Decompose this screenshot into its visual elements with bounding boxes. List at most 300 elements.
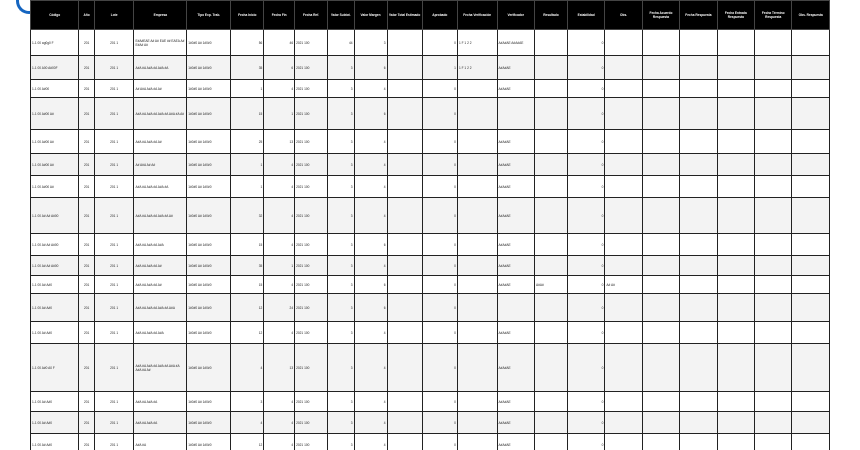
table-cell: 4	[264, 176, 295, 198]
table-cell: 1#0#0 A# 1#0#0	[187, 276, 231, 294]
table-cell: 3	[328, 130, 354, 154]
table-cell: 4	[354, 434, 387, 450]
table-cell	[717, 98, 754, 130]
table-cell: A#A#AE	[497, 56, 534, 80]
table-cell	[717, 322, 754, 344]
table-cell: 6	[354, 294, 387, 322]
table-cell	[642, 130, 679, 154]
table-cell: 0	[567, 176, 604, 198]
table-cell: 1-1 00 A#00 A#	[31, 98, 79, 130]
table-cell: 1	[231, 176, 264, 198]
table-cell: A#A #A A#A #A	[134, 392, 187, 412]
table-cell	[642, 30, 679, 56]
table-cell	[605, 392, 642, 412]
table-cell: 0	[422, 80, 457, 98]
table-cell: 2021 100	[295, 198, 328, 234]
table-cell	[680, 154, 717, 176]
table-cell	[755, 198, 792, 234]
table-cell	[534, 154, 567, 176]
table-cell	[387, 256, 422, 276]
table-cell: 201	[79, 234, 94, 256]
table-cell: 201	[79, 294, 94, 322]
table-cell: 1 F 1 2 2	[457, 56, 497, 80]
table-cell	[680, 56, 717, 80]
table-cell: 1-1 00 A#00 A#	[31, 154, 79, 176]
table-cell: 1	[231, 80, 264, 98]
column-header: Estabilidad	[567, 1, 604, 30]
table-cell: A#A #A A#A #A	[134, 412, 187, 434]
records-table	[30, 0, 830, 450]
table-cell	[534, 434, 567, 450]
table-cell: 1#0#0 A# 1#0#0	[187, 80, 231, 98]
table-cell: 0	[567, 344, 604, 392]
table-cell: 201 1	[94, 176, 134, 198]
table-cell	[534, 256, 567, 276]
table-cell	[387, 154, 422, 176]
table-cell: 1 F 1 2 2	[457, 30, 497, 56]
table-cell: 2021 100	[295, 276, 328, 294]
table-cell: A#A #A A#A #A A#A #A A#A	[134, 294, 187, 322]
table-cell: 2021 100	[295, 154, 328, 176]
table-cell: 0	[422, 154, 457, 176]
table-cell	[387, 130, 422, 154]
column-header: Fecha Inicio	[231, 1, 264, 30]
table-cell: A#A#AE	[497, 322, 534, 344]
table-cell: 1	[264, 98, 295, 130]
table-cell: 201	[79, 434, 94, 450]
table-cell	[387, 98, 422, 130]
table-cell	[642, 412, 679, 434]
column-header: Verificador	[497, 1, 534, 30]
table-cell	[680, 80, 717, 98]
table-cell	[642, 434, 679, 450]
table-cell: 4	[354, 392, 387, 412]
table-cell: 0	[567, 434, 604, 450]
table-cell: 2021 100	[295, 98, 328, 130]
table-cell: 4	[354, 130, 387, 154]
table-cell	[717, 392, 754, 412]
table-cell: 3	[328, 434, 354, 450]
table-cell: 0	[422, 176, 457, 198]
table-cell: 201 1	[94, 98, 134, 130]
table-cell: 4	[264, 276, 295, 294]
table-cell	[605, 344, 642, 392]
table-cell: 0	[567, 234, 604, 256]
table-cell	[717, 130, 754, 154]
table-cell	[680, 322, 717, 344]
table-cell	[792, 56, 830, 80]
table-cell	[387, 176, 422, 198]
table-cell: 201	[79, 56, 94, 80]
table-cell: 1-1 00 A# A#0	[31, 392, 79, 412]
table-cell: 201 1	[94, 276, 134, 294]
table-row	[31, 176, 830, 198]
table-cell	[457, 80, 497, 98]
table-cell: 201	[79, 322, 94, 344]
table-cell	[755, 176, 792, 198]
table-cell	[755, 412, 792, 434]
table-cell	[642, 344, 679, 392]
table-cell	[457, 392, 497, 412]
table-cell: 1-1 00 A# A# A#00	[31, 256, 79, 276]
table-cell	[534, 412, 567, 434]
table-cell	[792, 80, 830, 98]
table-cell: 201 1	[94, 198, 134, 234]
table-cell: 12	[231, 434, 264, 450]
table-cell: 1-1 00 A# A# A#00	[31, 234, 79, 256]
table-cell	[457, 276, 497, 294]
table-row	[31, 344, 830, 392]
table-cell	[680, 344, 717, 392]
table-cell: 1-1 00 A# A#0	[31, 294, 79, 322]
table-cell: 1#0#0 A# 1#0#0	[187, 344, 231, 392]
table-cell: 3	[328, 56, 354, 80]
table-cell: A#A #A A#A #A A#	[134, 256, 187, 276]
table-row	[31, 256, 830, 276]
spreadsheet-document	[30, 0, 860, 450]
table-cell: A#A#AE	[497, 256, 534, 276]
table-cell	[457, 198, 497, 234]
table-cell: 0	[422, 276, 457, 294]
table-cell: 1#0#0 A# 1#0#0	[187, 434, 231, 450]
table-cell: 2021 100	[295, 412, 328, 434]
table-cell: 1#0#0 A# 1#0#0	[187, 56, 231, 80]
table-cell: 1#0#0 A# 1#0#0	[187, 412, 231, 434]
table-cell	[717, 412, 754, 434]
table-row	[31, 276, 830, 294]
table-cell	[642, 56, 679, 80]
table-cell	[755, 56, 792, 80]
table-cell: 1-1 00 A#00 A#	[31, 176, 79, 198]
table-cell: 2021 100	[295, 176, 328, 198]
table-cell: 201	[79, 344, 94, 392]
table-cell: 0	[567, 198, 604, 234]
table-cell: 3	[328, 234, 354, 256]
column-header: Valor Total Estimado	[387, 1, 422, 30]
column-header: Fecha Acuerdo Respuesta	[642, 1, 679, 30]
table-cell: A#A#AE	[497, 276, 534, 294]
table-cell: E#A#EAE A# A# EAE ## EAEA A# E#A# A#	[134, 30, 187, 56]
table-cell: 1#0#0 A# 1#0#0	[187, 256, 231, 276]
table-cell	[755, 322, 792, 344]
table-cell: 56	[231, 30, 264, 56]
table-cell: 1#0#0 A# 1#0#0	[187, 392, 231, 412]
table-cell: 201	[79, 276, 94, 294]
table-cell	[717, 80, 754, 98]
table-cell	[792, 322, 830, 344]
table-cell: 0	[422, 234, 457, 256]
table-cell	[717, 56, 754, 80]
table-cell	[717, 154, 754, 176]
table-cell: 0	[422, 322, 457, 344]
table-cell: 1#0#0 A# 1#0#0	[187, 322, 231, 344]
table-cell: 15	[231, 276, 264, 294]
table-cell	[387, 434, 422, 450]
table-cell: 3	[328, 80, 354, 98]
column-header: Fecha Respuesta	[680, 1, 717, 30]
table-cell	[387, 294, 422, 322]
table-cell: A#A#AE	[497, 154, 534, 176]
table-cell: 4	[354, 80, 387, 98]
table-cell: 24	[264, 294, 295, 322]
table-cell: A#A #A A#A #A A#A #A	[134, 176, 187, 198]
table-cell	[605, 176, 642, 198]
table-cell: 1	[422, 56, 457, 80]
table-cell: A# A#A A# A#	[134, 154, 187, 176]
table-cell: 1-1 00 A#00	[31, 80, 79, 98]
table-cell	[680, 294, 717, 322]
table-cell: 2021 100	[295, 234, 328, 256]
table-cell: A# A#	[605, 276, 642, 294]
table-cell	[605, 256, 642, 276]
table-cell	[605, 198, 642, 234]
table-cell	[387, 276, 422, 294]
table-cell	[642, 322, 679, 344]
table-cell	[605, 130, 642, 154]
table-cell	[387, 344, 422, 392]
table-cell: 4	[264, 412, 295, 434]
table-cell: 4	[264, 434, 295, 450]
table-cell: 3	[328, 176, 354, 198]
table-cell	[792, 98, 830, 130]
table-cell: 201 1	[94, 130, 134, 154]
table-cell: 201 1	[94, 412, 134, 434]
table-cell: A#A #A A#A #A A#A #A A#A #A A#A #A A#	[134, 344, 187, 392]
table-cell: A#A#AE	[497, 412, 534, 434]
table-cell	[680, 176, 717, 198]
column-header: Código	[31, 1, 79, 30]
table-cell: 3	[328, 294, 354, 322]
table-cell	[387, 80, 422, 98]
column-header: Valor Margen	[354, 1, 387, 30]
table-cell	[642, 154, 679, 176]
table-cell	[457, 176, 497, 198]
table-cell: 6	[264, 56, 295, 80]
table-cell	[680, 412, 717, 434]
table-cell: 2021 100	[295, 392, 328, 412]
table-cell	[755, 130, 792, 154]
table-cell: 1#0#0 A# 1#0#0	[187, 234, 231, 256]
table-cell: 2021 100	[295, 56, 328, 80]
table-cell	[792, 176, 830, 198]
table-cell: 0	[567, 30, 604, 56]
table-row	[31, 412, 830, 434]
table-cell: A#A#AE	[497, 434, 534, 450]
table-cell	[457, 434, 497, 450]
table-cell: 0	[567, 98, 604, 130]
table-cell	[717, 434, 754, 450]
table-cell: 4	[264, 80, 295, 98]
table-cell: 2021 100	[295, 344, 328, 392]
table-cell: 44	[328, 30, 354, 56]
table-cell: 0	[567, 294, 604, 322]
table-cell: 2021 100	[295, 130, 328, 154]
table-cell: 201 1	[94, 154, 134, 176]
table-cell	[387, 392, 422, 412]
table-cell: 32	[231, 198, 264, 234]
table-row	[31, 322, 830, 344]
table-row	[31, 294, 830, 322]
column-header: Fecha Fin	[264, 1, 295, 30]
table-cell	[680, 276, 717, 294]
table-cell	[534, 56, 567, 80]
table-cell	[605, 30, 642, 56]
table-cell	[792, 234, 830, 256]
table-cell: 1#0#0 A# 1#0#0	[187, 198, 231, 234]
table-cell	[642, 294, 679, 322]
table-cell: 12	[231, 294, 264, 322]
table-cell: 1-1 00 A# A#0	[31, 322, 79, 344]
table-cell: A#A #A A#A #A A#A #A A#	[134, 198, 187, 234]
table-cell	[605, 322, 642, 344]
table-cell	[457, 322, 497, 344]
table-cell: 3	[328, 276, 354, 294]
table-cell	[534, 176, 567, 198]
table-cell	[387, 412, 422, 434]
table-cell: A#A#AE	[497, 198, 534, 234]
table-cell: 0	[567, 322, 604, 344]
table-cell: 1-1 00 A# A#0	[31, 276, 79, 294]
table-cell	[534, 322, 567, 344]
table-cell	[605, 80, 642, 98]
table-cell	[792, 344, 830, 392]
table-cell: 201	[79, 412, 94, 434]
table-cell: 201 1	[94, 322, 134, 344]
table-cell: 1	[231, 154, 264, 176]
table-cell	[717, 344, 754, 392]
table-cell: A#A #A A#A #A A#A #A A#A #A A#	[134, 98, 187, 130]
table-cell	[387, 198, 422, 234]
table-cell: A#A #A A#A #A A#A #A	[134, 56, 187, 80]
table-cell: 1	[264, 256, 295, 276]
table-cell	[717, 234, 754, 256]
table-cell: 0	[422, 98, 457, 130]
table-cell: A#A#AE	[497, 80, 534, 98]
table-row	[31, 234, 830, 256]
table-cell	[534, 294, 567, 322]
table-cell	[792, 30, 830, 56]
table-cell: 201 1	[94, 56, 134, 80]
table-cell: 0	[422, 392, 457, 412]
table-cell: 4	[354, 344, 387, 392]
table-cell: 0	[422, 30, 457, 56]
table-cell: 0	[567, 392, 604, 412]
table-cell	[457, 130, 497, 154]
table-cell	[755, 344, 792, 392]
table-cell	[534, 392, 567, 412]
table-cell	[680, 234, 717, 256]
table-cell: 0	[422, 344, 457, 392]
table-cell: 4	[264, 154, 295, 176]
table-cell	[755, 30, 792, 56]
table-cell	[680, 98, 717, 130]
table-cell	[680, 130, 717, 154]
table-cell	[717, 176, 754, 198]
table-cell	[605, 234, 642, 256]
table-cell	[755, 154, 792, 176]
header-row	[31, 1, 830, 30]
column-header: Fecha Entrada Respuesta	[717, 1, 754, 30]
table-cell: 0	[567, 256, 604, 276]
table-cell: 4	[354, 412, 387, 434]
column-header: Resultado	[534, 1, 567, 30]
table-cell	[755, 276, 792, 294]
table-row	[31, 56, 830, 80]
table-cell: 4	[354, 176, 387, 198]
table-cell: A#A#AE A#A#AE	[497, 30, 534, 56]
table-cell	[717, 276, 754, 294]
table-cell: 6	[354, 56, 387, 80]
table-cell: 201 1	[94, 294, 134, 322]
table-cell	[680, 30, 717, 56]
table-row	[31, 434, 830, 450]
table-cell: 13	[264, 344, 295, 392]
table-cell	[457, 256, 497, 276]
column-header: Obs. Respuesta	[792, 1, 830, 30]
table-cell	[755, 392, 792, 412]
table-cell: 4	[354, 322, 387, 344]
table-cell	[792, 256, 830, 276]
table-cell: 2021 100	[295, 256, 328, 276]
table-cell: 0	[567, 412, 604, 434]
table-cell	[642, 198, 679, 234]
column-header: Año	[79, 1, 94, 30]
table-cell: A#A#AE	[497, 176, 534, 198]
table-cell: 1-1 00 A00 A#00F	[31, 56, 79, 80]
table-cell	[642, 176, 679, 198]
table-cell: 201	[79, 30, 94, 56]
table-cell: 4	[264, 322, 295, 344]
table-cell: A#A #A A#A #A A#A	[134, 322, 187, 344]
table-cell: 3	[231, 392, 264, 412]
column-header: Obs.	[605, 1, 642, 30]
table-cell	[534, 98, 567, 130]
table-cell: 3	[328, 322, 354, 344]
column-header: Aprobado	[422, 1, 457, 30]
table-cell	[680, 434, 717, 450]
table-cell	[717, 198, 754, 234]
table-cell	[605, 412, 642, 434]
table-cell: 1#0#0 A# 1#0#0	[187, 130, 231, 154]
table-cell	[457, 412, 497, 434]
table-cell	[534, 80, 567, 98]
table-cell	[534, 234, 567, 256]
table-cell: 4	[264, 198, 295, 234]
table-cell: 201	[79, 392, 94, 412]
table-cell	[792, 198, 830, 234]
table-cell: 3	[328, 412, 354, 434]
table-cell: A#A#AE	[497, 344, 534, 392]
column-header: Empresa	[134, 1, 187, 30]
table-cell: 201	[79, 256, 94, 276]
table-cell	[792, 276, 830, 294]
table-cell	[605, 434, 642, 450]
table-cell	[755, 256, 792, 276]
table-row	[31, 98, 830, 130]
table-cell	[497, 294, 534, 322]
table-cell: 4	[354, 256, 387, 276]
table-cell	[717, 256, 754, 276]
table-cell	[755, 80, 792, 98]
column-header: Fecha Término Respuesta	[755, 1, 792, 30]
table-cell: A#A #A A#A #A A#	[134, 130, 187, 154]
table-cell	[755, 98, 792, 130]
table-cell: 201	[79, 176, 94, 198]
table-row	[31, 130, 830, 154]
table-cell: 4	[231, 412, 264, 434]
table-cell: 35	[231, 256, 264, 276]
table-cell: 4	[231, 344, 264, 392]
